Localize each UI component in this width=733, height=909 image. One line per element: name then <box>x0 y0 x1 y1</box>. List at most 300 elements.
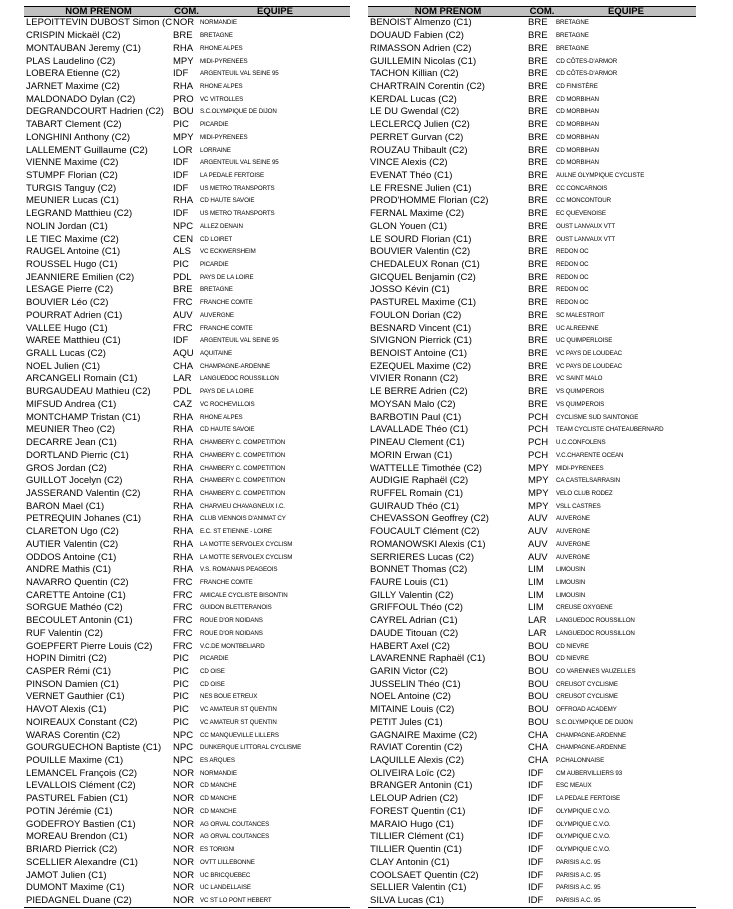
table-row <box>368 449 696 462</box>
table-row <box>24 806 350 819</box>
table-row <box>24 144 350 157</box>
table-row <box>368 666 696 679</box>
table-row <box>24 119 350 132</box>
committee-code: BRE <box>528 233 548 245</box>
rider-name: GRIFFOUL Théo (C2) <box>370 602 463 614</box>
table-row <box>368 373 696 386</box>
table-row <box>368 170 696 183</box>
committee-code: MPY <box>528 487 549 499</box>
team-name: V.S. ROMANAIS PEAGEOIS <box>200 566 278 574</box>
table-row <box>24 348 350 361</box>
committee-code: RHA <box>173 513 194 525</box>
team-name: NORMANDIE <box>200 19 237 27</box>
table-row <box>24 297 350 310</box>
table-row <box>368 30 696 43</box>
committee-code: RHA <box>173 500 194 512</box>
committee-code: BRE <box>528 335 548 347</box>
table-row <box>24 399 350 412</box>
committee-code: CAZ <box>173 398 192 410</box>
table-row <box>24 704 350 717</box>
committee-code: LAR <box>173 373 192 385</box>
table-row <box>368 360 696 373</box>
table-row <box>368 221 696 234</box>
header-nom-prenom: NOM PRENOM <box>368 7 528 17</box>
rider-name: TABART Clement (C2) <box>26 119 122 131</box>
team-name: CC MANQUEVILLE LILLERS <box>200 731 279 739</box>
team-name: DUNKERQUE LITTORAL CYCLISME <box>200 744 302 752</box>
team-name: V.C.CHARENTE OCEAN <box>556 451 624 459</box>
rider-name: PASTUREL Maxime (C1) <box>370 297 477 309</box>
table-row <box>368 348 696 361</box>
team-name: BRETAGNE <box>556 19 589 27</box>
table-row <box>24 602 350 615</box>
riders-table-left <box>24 6 350 908</box>
committee-code: PIC <box>173 653 189 665</box>
table-row <box>24 793 350 806</box>
team-name: LIMOUSIN <box>556 591 586 599</box>
table-row <box>368 717 696 730</box>
committee-code: FRC <box>173 322 193 334</box>
committee-code: IDF <box>528 805 544 817</box>
rider-name: DEGRANDCOURT Hadrien (C2) <box>26 106 164 118</box>
committee-code: IDF <box>528 767 544 779</box>
table-row <box>24 437 350 450</box>
committee-code: CEN <box>173 233 194 245</box>
table-row <box>368 500 696 513</box>
rider-name: NOIREAUX Constant (C2) <box>26 716 138 728</box>
table-row <box>24 742 350 755</box>
table-row <box>24 310 350 323</box>
committee-code: BRE <box>528 157 548 169</box>
rider-name: FOULON Dorian (C2) <box>370 309 462 321</box>
committee-code: RHA <box>173 564 194 576</box>
table-row <box>24 551 350 564</box>
table-row <box>368 297 696 310</box>
rider-name: KERDAL Lucas (C2) <box>370 93 457 105</box>
table-row <box>24 106 350 119</box>
team-name: OUST LANVAUX VTT <box>556 222 616 230</box>
committee-code: BRE <box>173 30 193 42</box>
table-row <box>24 17 350 30</box>
committee-code: RHA <box>173 538 194 550</box>
committee-code: IDF <box>528 895 556 908</box>
team-name: AUVERGNE <box>200 311 234 319</box>
table-row <box>24 170 350 183</box>
rider-name: WAREE Matthieu (C1) <box>26 335 121 347</box>
rider-name: ARCANGELI Romain (C1) <box>26 373 138 385</box>
table-row <box>24 360 350 373</box>
committee-code: NPC <box>173 755 194 767</box>
team-name: CD LOIRET <box>200 235 233 243</box>
committee-code: BOU <box>528 691 549 703</box>
rider-name: GILLY Valentin (C2) <box>370 589 454 601</box>
table-row <box>368 551 696 564</box>
table-row <box>24 882 350 895</box>
committee-code: PCH <box>528 437 549 449</box>
rider-name: TILLIER Quentin (C1) <box>370 844 462 856</box>
rider-name: MEUNIER Lucas (C1) <box>26 195 119 207</box>
rider-name: SERRIERES Lucas (C2) <box>370 551 475 563</box>
team-name: LANGUEDOC ROUSSILLON <box>200 375 279 383</box>
team-name: CHAMBERY C. COMPETITION <box>200 477 286 485</box>
team-name: CD MANCHE <box>200 795 237 803</box>
rider-name: POURRAT Adrien (C1) <box>26 309 123 321</box>
committee-code: FRC <box>173 602 193 614</box>
table-row <box>368 767 696 780</box>
rider-name: MORIN Erwan (C1) <box>370 449 453 461</box>
table-row <box>368 462 696 475</box>
rider-name: ROUSSEL Hugo (C1) <box>26 259 118 271</box>
rider-name: MOREAU Brendon (C1) <box>26 831 128 843</box>
rider-name: LE FRESNE Julien (C1) <box>370 182 472 194</box>
committee-code: RHA <box>173 411 194 423</box>
committee-code: BRE <box>528 208 548 220</box>
table-row <box>368 564 696 577</box>
committee-code: LIM <box>528 564 544 576</box>
table-row <box>368 831 696 844</box>
rider-name: MIFSUD Andrea (C1) <box>26 398 117 410</box>
committee-code: BRE <box>173 284 193 296</box>
rider-name: BURGAUDEAU Mathieu (C2) <box>26 386 151 398</box>
table-row <box>368 653 696 666</box>
committee-code: FRC <box>173 615 193 627</box>
table-row <box>24 221 350 234</box>
committee-code: IDF <box>528 831 544 843</box>
team-name: ES ARQUES <box>200 757 235 765</box>
table-row <box>24 577 350 590</box>
team-name: OFFROAD ACADEMY <box>556 706 617 714</box>
team-name: AG ORVAL COUTANCES <box>200 820 270 828</box>
team-name: VC ST LO PONT HEBERT <box>200 895 350 908</box>
team-name: VC VITROLLES <box>200 95 244 103</box>
table-row <box>24 424 350 437</box>
table-row <box>368 233 696 246</box>
rider-name: BECOULET Antonin (C1) <box>26 615 133 627</box>
team-name: LORRAINE <box>200 146 231 154</box>
committee-code: BRE <box>528 30 548 42</box>
team-name: CD MORBIHAN <box>556 121 599 129</box>
team-name: OLYMPIQUE C.V.O. <box>556 820 611 828</box>
table-row <box>368 55 696 68</box>
committee-code: BRE <box>528 284 548 296</box>
table-row <box>368 755 696 768</box>
rider-name: LELOUP Adrien (C2) <box>370 793 459 805</box>
team-name: CHAMBERY C. COMPETITION <box>200 451 286 459</box>
rider-name: PINSON Damien (C1) <box>26 678 119 690</box>
table-row <box>24 271 350 284</box>
team-name: US METRO TRANSPORTS <box>200 184 275 192</box>
rider-name: CLARETON Ugo (C2) <box>26 526 119 538</box>
team-name: US METRO TRANSPORTS <box>200 210 275 218</box>
table-row <box>368 475 696 488</box>
team-name: OVTT LILLEBONNE <box>200 858 255 866</box>
table-row <box>24 869 350 882</box>
rider-name: CAYREL Adrian (C1) <box>370 615 458 627</box>
team-name: UC LANDELLAISE <box>200 884 251 892</box>
table-row <box>368 729 696 742</box>
team-name: AUVERGNE <box>556 540 590 548</box>
committee-code: IDF <box>528 818 544 830</box>
rider-name: BARBOTIN Paul (C1) <box>370 411 462 423</box>
table-row <box>24 284 350 297</box>
table-row <box>24 182 350 195</box>
team-name: AULNE OLYMPIQUE CYCLISTE <box>556 171 645 179</box>
table-row <box>368 399 696 412</box>
team-name: CHAMBERY C. COMPETITION <box>200 489 286 497</box>
team-name: LIMOUSIN <box>556 578 586 586</box>
committee-code: MPY <box>528 500 549 512</box>
rider-name: RUF Valentin (C2) <box>26 627 103 639</box>
rider-name: BENOIST Antoine (C1) <box>370 348 467 360</box>
rider-name: LESAGE Pierre (C2) <box>26 284 114 296</box>
rider-name: DAUDE Titouan (C2) <box>370 627 459 639</box>
team-name: PAYS DE LA LOIRE <box>200 273 254 281</box>
committee-code: NPC <box>173 729 194 741</box>
committee-code: MPY <box>173 131 194 143</box>
table-row <box>24 81 350 94</box>
team-name: PARISIS A.C. 95 <box>556 871 601 879</box>
table-row <box>368 437 696 450</box>
team-name: CD NIEVRE <box>556 642 589 650</box>
rider-name: SIVIGNON Pierrick (C1) <box>370 335 472 347</box>
committee-code: RHA <box>173 475 194 487</box>
rider-name: CHEDALEUX Ronan (C1) <box>370 259 480 271</box>
committee-code: RHA <box>173 424 194 436</box>
table-row <box>24 538 350 551</box>
team-name: VS QUIMPEROIS <box>556 388 605 396</box>
team-name: CHAMPAGNE-ARDENNE <box>556 731 627 739</box>
table-row <box>368 182 696 195</box>
team-name: MIDI-PYRENEES <box>200 133 248 141</box>
rider-name: WARAS Corentin (C2) <box>26 729 121 741</box>
table-row <box>24 513 350 526</box>
committee-code: BRE <box>528 246 548 258</box>
team-name: SC MALESTROIT <box>556 311 605 319</box>
team-name: CD CÔTES-D'ARMOR <box>556 57 618 65</box>
table-row <box>24 780 350 793</box>
rider-name: GUIRAUD Théo (C1) <box>370 500 460 512</box>
team-name: CHAMPAGNE-ARDENNE <box>200 362 271 370</box>
team-name: VSLL CASTRES <box>556 502 601 510</box>
table-row <box>24 717 350 730</box>
rider-name: BOUVIER Léo (C2) <box>26 297 109 309</box>
team-name: NES BOUE ETREUX <box>200 693 258 701</box>
table-row <box>24 589 350 602</box>
rider-name: RAUGEL Antoine (C1) <box>26 246 121 258</box>
team-name: VC AMATEUR ST QUENTIN <box>200 718 277 726</box>
table-row <box>24 729 350 742</box>
team-name: CC CONCARNOIS <box>556 184 608 192</box>
committee-code: PDL <box>173 271 192 283</box>
committee-code: BRE <box>528 144 548 156</box>
team-name: LA MOTTE SERVOLEX CYCLISM <box>200 540 293 548</box>
rider-name: NOLIN Jordan (C1) <box>26 220 108 232</box>
rider-name: MONTAUBAN Jeremy (C1) <box>26 42 141 54</box>
team-name: REDON OC <box>556 261 589 269</box>
rider-name: HAVOT Alexis (C1) <box>26 704 107 716</box>
committee-code: BRE <box>528 17 548 29</box>
table-row <box>368 704 696 717</box>
committee-code: NOR <box>173 818 195 830</box>
committee-code: IDF <box>528 844 544 856</box>
table-row <box>24 640 350 653</box>
table-row <box>368 526 696 539</box>
rider-name: GROS Jordan (C2) <box>26 462 107 474</box>
table-row <box>24 335 350 348</box>
committee-code: IDF <box>528 780 544 792</box>
committee-code: AUV <box>173 309 193 321</box>
team-name: AG ORVAL COUTANCES <box>200 833 270 841</box>
committee-code: NOR <box>173 767 195 779</box>
rider-name: GLON Youen (C1) <box>370 220 448 232</box>
rider-name: OLIVEIRA Loïc (C2) <box>370 767 456 779</box>
rider-name: BARON Mael (C1) <box>26 500 105 512</box>
table-row <box>368 284 696 297</box>
rider-name: MEUNIER Theo (C2) <box>26 424 116 436</box>
rider-name: PROD'HOMME Florian (C2) <box>370 195 489 207</box>
team-name: BRETAGNE <box>200 32 233 40</box>
committee-code: CHA <box>528 742 549 754</box>
team-name: LANGUEDOC ROUSSILLON <box>556 617 635 625</box>
committee-code: NPC <box>173 742 194 754</box>
committee-code: NOR <box>173 793 195 805</box>
rider-name: GUILLEMIN Nicolas (C1) <box>370 55 477 67</box>
team-name: CA CASTELSARRASIN <box>556 477 620 485</box>
committee-code: LIM <box>528 602 544 614</box>
team-name: LANGUEDOC ROUSSILLON <box>556 629 635 637</box>
table-row <box>24 30 350 43</box>
team-name: CHAMBERY C. COMPETITION <box>200 464 286 472</box>
team-name: VC ECKWERSHEIM <box>200 248 256 256</box>
team-name: ROUE D'OR NOIDANS <box>200 617 263 625</box>
team-name: REDON OC <box>556 248 589 256</box>
team-name: MIDI-PYRENEES <box>200 57 248 65</box>
rider-name: SCELLIER Alexandre (C1) <box>26 856 138 868</box>
team-name: REDON OC <box>556 286 589 294</box>
rider-name: MOYSAN Malo (C2) <box>370 398 456 410</box>
committee-code: NPC <box>173 220 194 232</box>
committee-code: IDF <box>173 335 189 347</box>
header-equipe: EQUIPE <box>556 7 696 17</box>
rider-name: GAGNAIRE Maxime (C2) <box>370 729 478 741</box>
team-name: CD MORBIHAN <box>556 108 599 116</box>
committee-code: BRE <box>528 106 548 118</box>
team-name: CHAMPAGNE-ARDENNE <box>556 744 627 752</box>
table-row <box>368 806 696 819</box>
committee-code: LAR <box>528 627 547 639</box>
rider-name: NAVARRO Quentin (C2) <box>26 576 129 588</box>
rider-name: STUMPF Florian (C2) <box>26 169 118 181</box>
team-name: CO VARENNES VAUZELLES <box>556 668 636 676</box>
committee-code: CHA <box>528 755 549 767</box>
rider-name: GICQUEL Benjamin (C2) <box>370 271 476 283</box>
rider-name: VIVIER Ronann (C2) <box>370 373 459 385</box>
committee-code: BRE <box>528 373 548 385</box>
team-name: ES TORIGNI <box>200 846 235 854</box>
rider-name: GODEFROY Bastien (C1) <box>26 818 136 830</box>
committee-code: BOU <box>528 666 549 678</box>
rider-name: TURGIS Tanguy (C2) <box>26 182 117 194</box>
rider-name: GARIN Victor (C2) <box>370 666 448 678</box>
rider-name: LAVALLADE Théo (C1) <box>370 424 469 436</box>
team-name: V.C.DE MONTBELIARD <box>200 642 265 650</box>
table-row <box>368 411 696 424</box>
rider-name: NOEL Julien (C1) <box>26 360 101 372</box>
committee-code: RHA <box>173 42 194 54</box>
team-name: ROUE D'OR NOIDANS <box>200 629 263 637</box>
team-name: ALLEZ DENAIN <box>200 222 243 230</box>
rider-name: LE BERRE Adrien (C2) <box>370 386 468 398</box>
rider-name: CLAY Antonin (C1) <box>370 856 450 868</box>
committee-code: PIC <box>173 666 189 678</box>
table-row <box>24 259 350 272</box>
team-name: PAYS DE LA LOIRE <box>200 388 254 396</box>
rider-name: JARNET Maxime (C2) <box>26 80 120 92</box>
team-name: OLYMPIQUE C.V.O. <box>556 846 611 854</box>
table-row <box>24 233 350 246</box>
team-name: TEAM CYCLISTE CHATEAUBERNARD <box>556 426 664 434</box>
table-row <box>24 564 350 577</box>
team-name: ARGENTEUIL VAL SEINE 95 <box>200 70 279 78</box>
committee-code: NOR <box>173 17 195 29</box>
rider-name: AUDIGIE Raphaël (C2) <box>370 475 469 487</box>
committee-code: RHA <box>173 80 194 92</box>
table-row <box>368 246 696 259</box>
team-name: CD MORBIHAN <box>556 95 599 103</box>
team-name: AUVERGNE <box>556 515 590 523</box>
table-row <box>368 856 696 869</box>
committee-code: FRC <box>173 576 193 588</box>
table-row <box>24 653 350 666</box>
rider-name: SELLIER Valentin (C1) <box>370 882 467 894</box>
committee-code: BOU <box>528 640 549 652</box>
team-name: CD MORBIHAN <box>556 133 599 141</box>
rider-name: PETREQUIN Johanes (C1) <box>26 513 142 525</box>
table-row <box>368 386 696 399</box>
committee-code: BOU <box>528 678 549 690</box>
committee-code: IDF <box>528 869 544 881</box>
rider-name: ROMANOWSKI Alexis (C1) <box>370 538 486 550</box>
committee-code: FRC <box>173 589 193 601</box>
committee-code: CHA <box>528 729 549 741</box>
committee-code: BRE <box>528 386 548 398</box>
team-name: EC QUEVENOISE <box>556 210 606 218</box>
team-name: AQUITAINE <box>200 350 232 358</box>
team-name: CC MONCONTOUR <box>556 197 611 205</box>
team-name: VC ROCHEVILLOIS <box>200 400 255 408</box>
committee-code: BOU <box>528 653 549 665</box>
committee-code: BRE <box>528 182 548 194</box>
table-row <box>368 335 696 348</box>
table-row <box>368 157 696 170</box>
rider-name: WATTELLE Timothée (C2) <box>370 462 482 474</box>
committee-code: BRE <box>528 68 548 80</box>
team-name: CLUB VIENNOIS D'ANIMAT CY <box>200 515 286 523</box>
committee-code: FRC <box>173 297 193 309</box>
table-row <box>368 691 696 704</box>
committee-code: FRC <box>173 627 193 639</box>
team-name: CHARVIEU CHAVAGNEUX I.C. <box>200 502 285 510</box>
rider-name: LEVALLOIS Clément (C2) <box>26 780 136 792</box>
table-row <box>24 322 350 335</box>
committee-code: AUV <box>528 526 548 538</box>
team-name: CREUSE OXYGENE <box>556 604 613 612</box>
team-name: U.C.CONFOLENS <box>556 439 606 447</box>
rider-name: GRALL Lucas (C2) <box>26 348 106 360</box>
table-row <box>368 577 696 590</box>
rider-name: HABERT Axel (C2) <box>370 640 450 652</box>
rider-name: LEGRAND Matthieu (C2) <box>26 208 133 220</box>
